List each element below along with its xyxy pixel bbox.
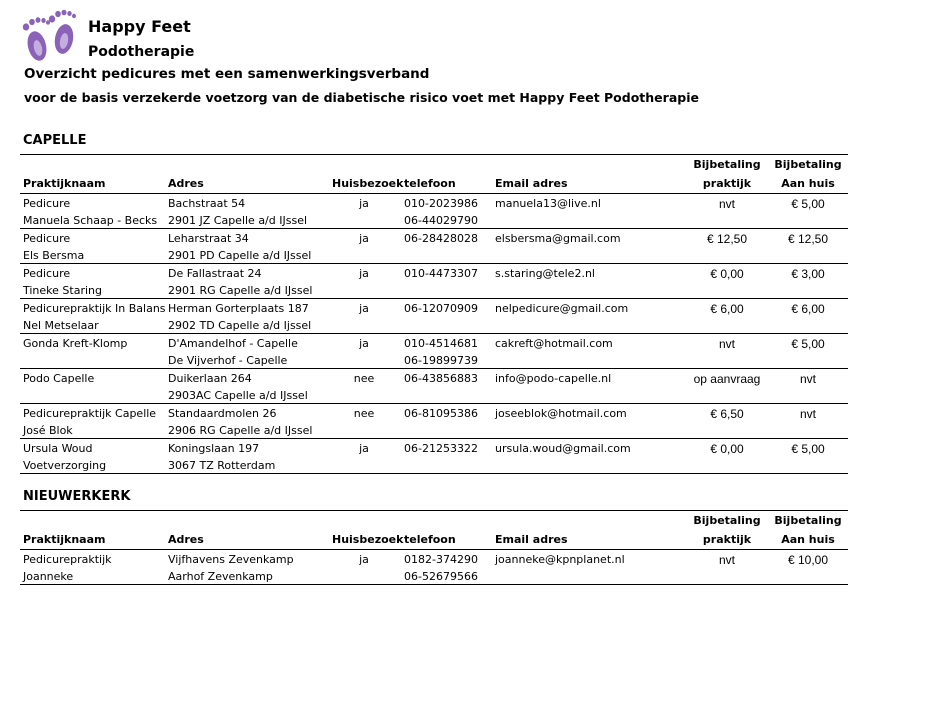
- bijbetaling-praktijk-value: op aanvraag: [693, 372, 761, 386]
- praktijk-name: Podo Capelle: [23, 372, 95, 385]
- bijbetaling-aanhuis-value: € 3,00: [791, 267, 825, 281]
- section-title: CAPELLE: [20, 132, 848, 155]
- huisbezoek-value: ja: [359, 232, 369, 245]
- praktijk-contact: José Blok: [23, 424, 73, 437]
- bijbetaling-praktijk-value: € 0,00: [710, 442, 744, 456]
- praktijk-contact: Els Bersma: [23, 249, 85, 262]
- bijbetaling-praktijk-value: nvt: [718, 337, 735, 351]
- table-row: [20, 334, 848, 369]
- phone-1: 06-21253322: [404, 442, 478, 455]
- bijbetaling-praktijk-value: nvt: [718, 553, 735, 567]
- email-value: ursula.woud@gmail.com: [495, 442, 631, 455]
- col-bijbetaling-aanhuis-1: Bijbetaling: [774, 514, 842, 527]
- address-line-1: Bachstraat 54: [168, 197, 246, 210]
- col-email: Email adres: [495, 533, 568, 546]
- praktijk-name: Ursula Woud: [23, 442, 93, 455]
- huisbezoek-value: nee: [353, 407, 375, 420]
- huisbezoek-value: ja: [359, 553, 369, 566]
- address-line-1: Koningslaan 197: [168, 442, 260, 455]
- col-bijbetaling-aanhuis-2: Aan huis: [781, 533, 835, 546]
- praktijk-name: Gonda Kreft-Klomp: [23, 337, 128, 350]
- col-email: Email adres: [495, 177, 568, 190]
- address-line-1: Duikerlaan 264: [168, 372, 252, 385]
- huisbezoek-value: ja: [359, 267, 369, 280]
- bijbetaling-aanhuis-value: € 12,50: [787, 232, 829, 246]
- email-value: elsbersma@gmail.com: [495, 232, 621, 245]
- col-bijbetaling-aanhuis-2: Aan huis: [781, 177, 835, 190]
- col-huisbezoek: Huisbezoek: [332, 533, 404, 546]
- address-line-1: Leharstraat 34: [168, 232, 249, 245]
- email-value: s.staring@tele2.nl: [495, 267, 595, 280]
- col-bijbetaling-praktijk-1: Bijbetaling: [693, 158, 761, 171]
- feet-logo-icon: [18, 8, 82, 68]
- huisbezoek-value: ja: [359, 302, 369, 315]
- phone-2: 06-52679566: [404, 570, 478, 583]
- phone-1: 06-28428028: [404, 232, 478, 245]
- address-line-1: D'Amandelhof - Capelle: [168, 337, 298, 350]
- praktijk-name: Pedicurepraktijk In Balans: [23, 302, 166, 315]
- praktijk-name: Pedicure: [23, 197, 71, 210]
- huisbezoek-value: ja: [359, 197, 369, 210]
- praktijk-name: Pedicure: [23, 232, 71, 245]
- bijbetaling-aanhuis-value: € 6,00: [791, 302, 825, 316]
- phone-2: 06-44029790: [404, 214, 478, 227]
- huisbezoek-value: nee: [353, 372, 375, 385]
- section-capelle: [20, 132, 848, 474]
- bijbetaling-praktijk-value: € 6,50: [710, 407, 744, 421]
- praktijk-contact: Joanneke: [23, 570, 74, 583]
- table-row: [20, 194, 848, 229]
- email-value: cakreft@hotmail.com: [495, 337, 613, 350]
- huisbezoek-value: ja: [359, 337, 369, 350]
- address-line-2: Aarhof Zevenkamp: [168, 570, 273, 583]
- col-huisbezoek: Huisbezoek: [332, 177, 404, 190]
- phone-1: 06-12070909: [404, 302, 478, 315]
- bijbetaling-aanhuis-value: € 5,00: [791, 337, 825, 351]
- phone-1: 010-4514681: [404, 337, 478, 350]
- praktijk-contact: Manuela Schaap - Becks: [23, 214, 158, 227]
- col-bijbetaling-praktijk-2: praktijk: [702, 533, 752, 546]
- address-line-2: 3067 TZ Rotterdam: [168, 459, 276, 472]
- email-value: manuela13@live.nl: [495, 197, 601, 210]
- table-row: [20, 550, 848, 585]
- table-row: [20, 229, 848, 264]
- bijbetaling-praktijk-value: nvt: [718, 197, 735, 211]
- bijbetaling-aanhuis-value: € 5,00: [791, 442, 825, 456]
- col-bijbetaling-praktijk-2: praktijk: [702, 177, 752, 190]
- address-line-1: Standaardmolen 26: [168, 407, 277, 420]
- praktijk-name: Pedicurepraktijk: [23, 553, 112, 566]
- bijbetaling-aanhuis-value: € 5,00: [791, 197, 825, 211]
- table-row: [20, 369, 848, 404]
- address-line-2: 2903AC Capelle a/d IJssel: [168, 389, 308, 402]
- col-praktijknaam: Praktijknaam: [23, 177, 106, 190]
- table-header: [20, 511, 848, 550]
- email-value: joseeblok@hotmail.com: [495, 407, 627, 420]
- praktijk-contact: Voetverzorging: [23, 459, 107, 472]
- praktijk-name: Pedicure: [23, 267, 71, 280]
- bijbetaling-aanhuis-value: nvt: [799, 372, 816, 386]
- address-line-1: Vijfhavens Zevenkamp: [168, 553, 294, 566]
- col-telefoon: telefoon: [404, 533, 456, 546]
- brand-subtitle: Podotherapie: [88, 44, 195, 60]
- section-title: NIEUWERKERK: [20, 488, 848, 511]
- email-value: info@podo-capelle.nl: [495, 372, 612, 385]
- huisbezoek-value: ja: [359, 442, 369, 455]
- col-bijbetaling-aanhuis-1: Bijbetaling: [774, 158, 842, 171]
- table-row: [20, 404, 848, 439]
- address-line-2: 2901 JZ Capelle a/d IJssel: [168, 214, 308, 227]
- address-line-2: 2906 RG Capelle a/d IJssel: [168, 424, 313, 437]
- email-value: joanneke@kpnplanet.nl: [495, 553, 625, 566]
- phone-1: 06-81095386: [404, 407, 478, 420]
- address-line-2: 2901 RG Capelle a/d IJssel: [168, 284, 313, 297]
- address-line-2: De Vijverhof - Capelle: [168, 354, 288, 367]
- bijbetaling-aanhuis-value: nvt: [799, 407, 816, 421]
- col-praktijknaam: Praktijknaam: [23, 533, 106, 546]
- page-title: Overzicht pedicures met een samenwerkingsverband: [24, 66, 430, 82]
- col-telefoon: telefoon: [404, 177, 456, 190]
- phone-1: 010-2023986: [404, 197, 478, 210]
- email-value: nelpedicure@gmail.com: [495, 302, 629, 315]
- address-line-1: Herman Gorterplaats 187: [168, 302, 309, 315]
- col-bijbetaling-praktijk-1: Bijbetaling: [693, 514, 761, 527]
- phone-1: 0182-374290: [404, 553, 478, 566]
- table-header: [20, 155, 848, 194]
- address-line-2: 2902 TD Capelle a/d Ijssel: [168, 319, 312, 332]
- praktijk-contact: Tineke Staring: [23, 284, 102, 297]
- address-line-1: De Fallastraat 24: [168, 267, 262, 280]
- table-row: [20, 299, 848, 334]
- table-row: [20, 439, 848, 474]
- col-adres: Adres: [168, 533, 204, 546]
- section-nieuwerkerk: [20, 488, 848, 585]
- bijbetaling-praktijk-value: € 12,50: [706, 232, 748, 246]
- phone-1: 06-43856883: [404, 372, 478, 385]
- bijbetaling-praktijk-value: € 0,00: [710, 267, 744, 281]
- phone-1: 010-4473307: [404, 267, 478, 280]
- bijbetaling-aanhuis-value: € 10,00: [787, 553, 829, 567]
- bijbetaling-praktijk-value: € 6,00: [710, 302, 744, 316]
- table-row: [20, 264, 848, 299]
- address-line-2: 2901 PD Capelle a/d IJssel: [168, 249, 312, 262]
- page-subtitle: voor de basis verzekerde voetzorg van de diabetische risico voet met Happy Feet Podotherapie: [24, 90, 699, 105]
- praktijk-contact: Nel Metselaar: [23, 319, 99, 332]
- col-adres: Adres: [168, 177, 204, 190]
- brand-name: Happy Feet: [88, 17, 191, 36]
- praktijk-name: Pedicurepraktijk Capelle: [23, 407, 157, 420]
- phone-2: 06-19899739: [404, 354, 478, 367]
